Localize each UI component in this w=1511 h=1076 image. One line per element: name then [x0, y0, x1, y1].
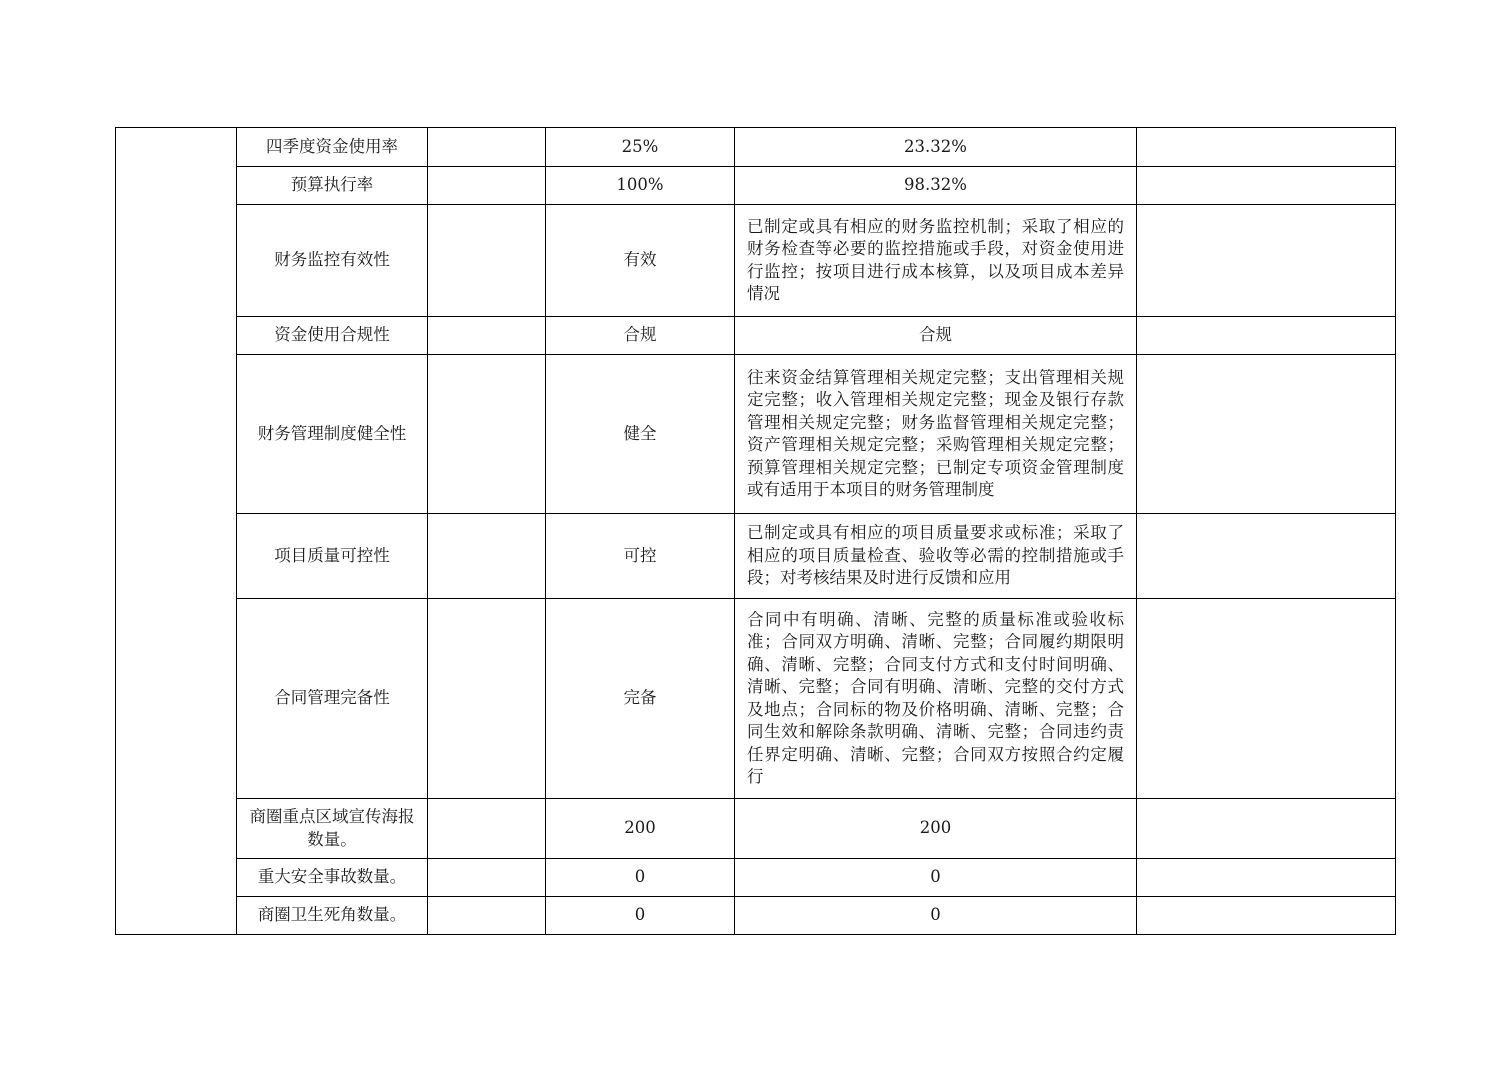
indicator-name: 资金使用合规性: [237, 317, 428, 355]
blank-cell: [428, 317, 546, 355]
note-cell: [1137, 897, 1396, 935]
table-row: [116, 799, 1396, 859]
actual-value: 0: [735, 897, 1137, 935]
indicator-name: 预算执行率: [237, 167, 428, 205]
actual-value: 98.32%: [735, 167, 1137, 205]
actual-value: 合同中有明确、清晰、完整的质量标准或验收标准；合同双方明确、清晰、完整；合同履约期限明确、清晰、完整；合同支付方式和支付时间明确、清晰、完整；合同有明确、清晰、完整的交付方式及地点；合同标的物及价格明确、清晰、完整；合同生效和解除条款明确、清晰、完整；合同违约责任界定明确、清晰、完整；合同双方按照合约定履行: [735, 599, 1137, 799]
table-row: [116, 128, 1396, 167]
note-cell: [1137, 355, 1396, 514]
category-cell: [116, 128, 237, 935]
table-row: [116, 514, 1396, 599]
target-value: 0: [546, 859, 735, 897]
indicator-name: 财务管理制度健全性: [237, 355, 428, 514]
note-cell: [1137, 799, 1396, 859]
note-cell: [1137, 599, 1396, 799]
actual-value: 200: [735, 799, 1137, 859]
target-value: 100%: [546, 167, 735, 205]
actual-value: 23.32%: [735, 128, 1137, 167]
indicator-name: 财务监控有效性: [237, 205, 428, 317]
target-value: 0: [546, 897, 735, 935]
table-row: [116, 167, 1396, 205]
table-row: [116, 897, 1396, 935]
note-cell: [1137, 128, 1396, 167]
indicator-name: 四季度资金使用率: [237, 128, 428, 167]
blank-cell: [428, 897, 546, 935]
target-value: 可控: [546, 514, 735, 599]
note-cell: [1137, 514, 1396, 599]
blank-cell: [428, 514, 546, 599]
table-row: [116, 859, 1396, 897]
table-row: [116, 205, 1396, 317]
blank-cell: [428, 167, 546, 205]
blank-cell: [428, 355, 546, 514]
note-cell: [1137, 205, 1396, 317]
target-value: 200: [546, 799, 735, 859]
target-value: 合规: [546, 317, 735, 355]
actual-value: 往来资金结算管理相关规定完整；支出管理相关规定完整；收入管理相关规定完整；现金及银行存款管理相关规定完整；财务监督管理相关规定完整；资产管理相关规定完整；采购管理相关规定完整；预算管理相关规定完整；已制定专项资金管理制度或有适用于本项目的财务管理制度: [735, 355, 1137, 514]
blank-cell: [428, 859, 546, 897]
note-cell: [1137, 167, 1396, 205]
table-row: [116, 317, 1396, 355]
blank-cell: [428, 599, 546, 799]
actual-value: 合规: [735, 317, 1137, 355]
target-value: 有效: [546, 205, 735, 317]
note-cell: [1137, 317, 1396, 355]
performance-indicator-table: [115, 127, 1396, 935]
actual-value: 已制定或具有相应的财务监控机制；采取了相应的财务检查等必要的监控措施或手段，对资金使用进行监控；按项目进行成本核算，以及项目成本差异情况: [735, 205, 1137, 317]
blank-cell: [428, 128, 546, 167]
table-row: [116, 599, 1396, 799]
blank-cell: [428, 799, 546, 859]
indicator-name: 合同管理完备性: [237, 599, 428, 799]
target-value: 健全: [546, 355, 735, 514]
actual-value: 已制定或具有相应的项目质量要求或标准；采取了相应的项目质量检查、验收等必需的控制措施或手段；对考核结果及时进行反馈和应用: [735, 514, 1137, 599]
blank-cell: [428, 205, 546, 317]
target-value: 完备: [546, 599, 735, 799]
indicator-name: 重大安全事故数量。: [237, 859, 428, 897]
indicator-name: 项目质量可控性: [237, 514, 428, 599]
indicator-name: 商圈重点区域宣传海报数量。: [237, 799, 428, 859]
indicator-name: 商圈卫生死角数量。: [237, 897, 428, 935]
target-value: 25%: [546, 128, 735, 167]
note-cell: [1137, 859, 1396, 897]
table-row: [116, 355, 1396, 514]
actual-value: 0: [735, 859, 1137, 897]
